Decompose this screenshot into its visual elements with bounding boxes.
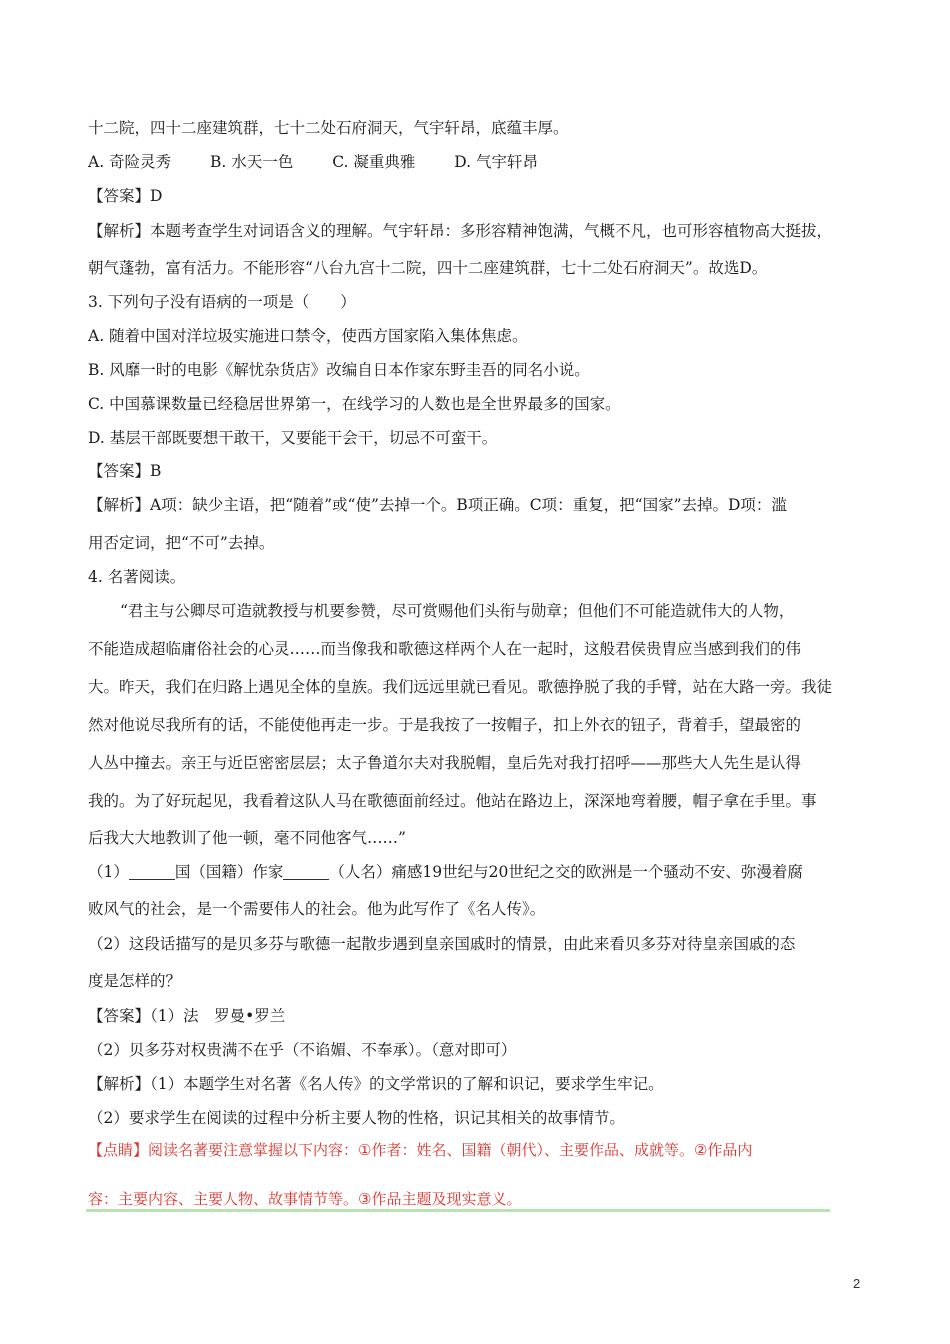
text-line: （2）这段话描写的是贝多芬与歌德一起散步遇到皇亲国戚时的情景，由此来看贝多芬对待皇亲国戚的态: [88, 935, 796, 953]
question-title: 4. 名著阅读。: [88, 568, 186, 586]
blank-nationality: [129, 863, 175, 880]
text-line: 用否定词，把“不可”去掉。: [88, 534, 275, 552]
option-c: C. 凝重典雅: [332, 153, 416, 171]
passage-line: 然对他说尽我所有的话，不能使他再走一步。于是我按了一按帽子，扣上外衣的钮子，背着手，望最密的: [88, 716, 802, 734]
analysis-line: 【解析】本题考查学生对词语含义的理解。气宇轩昂：多形容精神饱满，气概不凡，也可形容植物高大挺拔，: [88, 222, 833, 240]
analysis-line: （2）要求学生在阅读的过程中分析主要人物的性格，识记其相关的故事情节。: [88, 1109, 625, 1127]
blank-author-name: [283, 863, 329, 880]
answer-line: （2）贝多芬对权贵满不在乎（不谄媚、不奉承）。（意对即可）: [88, 1041, 517, 1059]
passage-line: 不能造成超临庸俗社会的心灵……而当像我和歌德这样两个人在一起时，这般君侯贵胄应当感到我们的伟: [88, 640, 802, 658]
choice-d: D. 基层干部既要想干敢干，又要能干会干，切忌不可蛮干。: [88, 429, 498, 447]
question-title: 3. 下列句子没有语病的一项是（ ）: [88, 293, 356, 311]
passage-line: 我的。为了好玩起见，我看着这队人马在歌德面前经过。他站在路边上，深深地弯着腰，帽子拿在手里。事: [88, 792, 817, 810]
answer-line: 【答案】D: [88, 187, 163, 205]
text-line: 十二院，四十二座建筑群，七十二处石府洞天，气宇轩昂，底蕴丰厚。: [88, 119, 569, 137]
green-divider: [86, 1209, 830, 1212]
option-d: D. 气宇轩昂: [454, 153, 539, 171]
answer-options: [88, 152, 878, 172]
option-b: B. 水天一色: [210, 153, 294, 171]
analysis-line: 【解析】A项：缺少主语，把“随着”或“使”去掉一个。B项正确。C项：重复，把“国家”去掉。D项：滥: [88, 496, 787, 514]
analysis-line: 【解析】（1）本题学生对名著《名人传》的文学常识的了解和识记，要求学生牢记。: [88, 1075, 664, 1093]
passage-line: 后我大大地教训了他一顿，毫不同他客气……”: [88, 829, 406, 847]
highlight-note: 【点睛】阅读名著要注意掌握以下内容：①作者：姓名、国籍（朝代）、主要作品、成就等。②作品内: [88, 1141, 753, 1159]
page-number: 2: [853, 1276, 861, 1291]
choice-b: B. 风靡一时的电影《解忧杂货店》改编自日本作家东野圭吾的同名小说。: [88, 361, 590, 379]
text-line: 度是怎样的？: [88, 972, 182, 990]
answer-line: 【答案】B: [88, 462, 162, 480]
choice-a: A. 随着中国对洋垃圾实施进口禁令，使西方国家陷入集体焦虑。: [88, 327, 528, 345]
highlight-note: 容：主要内容、主要人物、故事情节等。③作品主题及现实意义。: [88, 1190, 522, 1208]
passage-line: “君主与公卿尽可造就教授与机要参赞，尽可赏赐他们头衔与勋章；但他们不可能造就伟大的人物，: [120, 602, 795, 620]
choice-c: C. 中国慕课数量已经稳居世界第一，在线学习的人数也是全世界最多的国家。: [88, 395, 621, 413]
passage-line: 大。昨天，我们在归路上遇见全体的皇族。我们远远里就已看见。歌德挣脱了我的手臂，站在大路一旁。我徒: [88, 678, 833, 696]
passage-line: 人丛中撞去。亲王与近臣密密层层；太子鲁道尔夫对我脱帽，皇后先对我打招呼——那些大人先生是认得: [88, 754, 802, 772]
answer-line: 【答案】（1）法 罗曼•罗兰: [88, 1007, 286, 1025]
option-a: A. 奇险灵秀: [88, 153, 172, 171]
fill-blank-question: （1） 国（国籍）作家 （人名）痛感19世纪与20世纪之交的欧洲是一个骚动不安、弥漫着腐: [88, 863, 803, 881]
text-line: 朝气蓬勃，富有活力。不能形容“八台九宫十二院，四十二座建筑群，七十二处石府洞天”。故选D。: [88, 259, 768, 277]
text-line: 败风气的社会，是一个需要伟人的社会。他为此写作了《名人传》。: [88, 900, 546, 918]
